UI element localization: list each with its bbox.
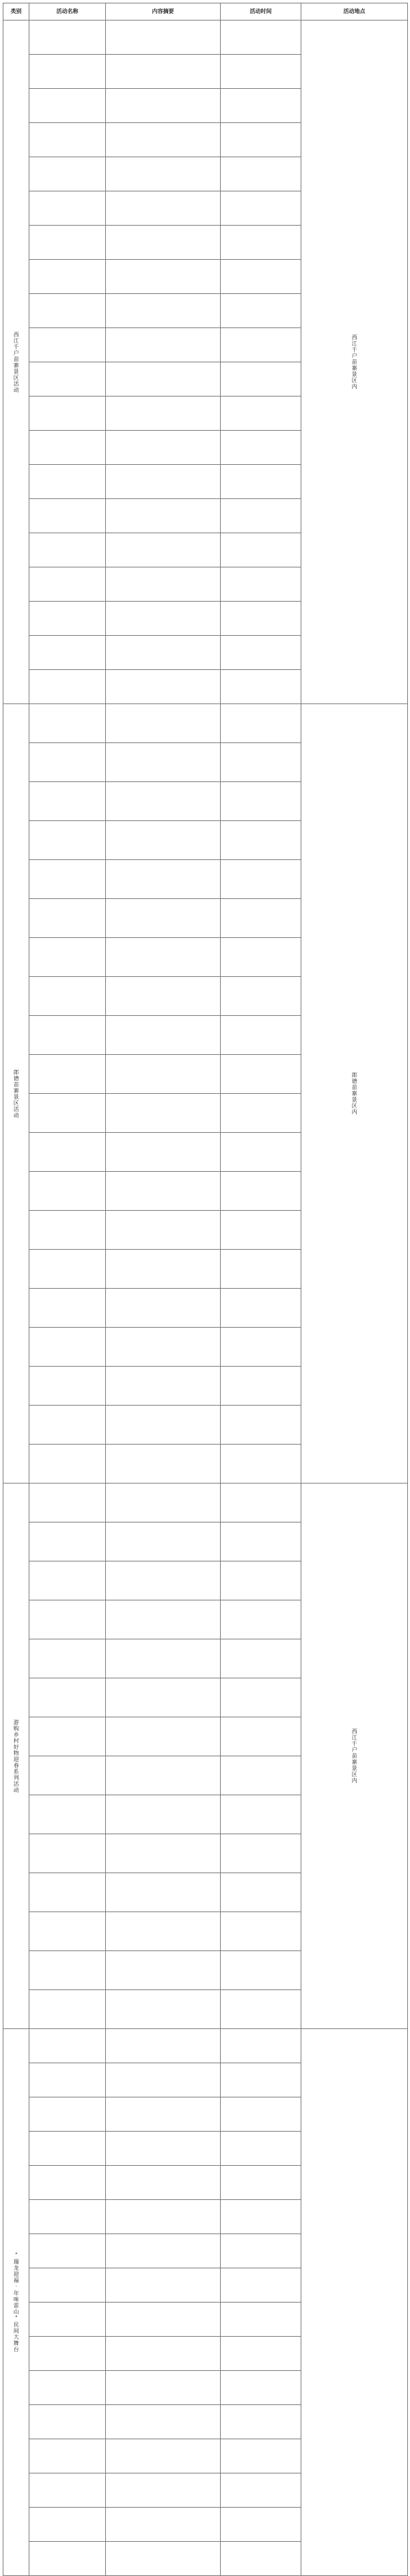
time-cell (221, 860, 301, 899)
time-cell (221, 977, 301, 1016)
summary-cell (106, 1133, 221, 1172)
summary-cell (106, 1756, 221, 1795)
summary-cell (106, 1445, 221, 1484)
name-cell (29, 2542, 106, 2576)
summary-cell (106, 670, 221, 704)
name-cell (29, 294, 106, 328)
time-cell (221, 533, 301, 567)
summary-cell (106, 123, 221, 157)
name-cell (29, 2063, 106, 2097)
time-cell (221, 2371, 301, 2405)
time-cell (221, 2063, 301, 2097)
summary-cell (106, 1951, 221, 1990)
location-cell (301, 2029, 408, 2576)
time-cell (221, 2542, 301, 2576)
name-cell (29, 21, 106, 55)
time-cell (221, 1289, 301, 1328)
summary-cell (106, 2371, 221, 2405)
time-cell (221, 89, 301, 123)
time-cell (221, 1172, 301, 1211)
time-cell (221, 1250, 301, 1289)
summary-cell (106, 1172, 221, 1211)
category-cell (3, 704, 29, 1484)
name-cell (29, 2029, 106, 2063)
name-cell (29, 1678, 106, 1717)
summary-cell (106, 1211, 221, 1250)
name-cell (29, 860, 106, 899)
time-cell (221, 2268, 301, 2303)
name-cell (29, 636, 106, 670)
time-cell (221, 1484, 301, 1522)
name-cell (29, 1600, 106, 1639)
time-cell (221, 1834, 301, 1873)
time-cell (221, 938, 301, 977)
summary-cell (106, 1016, 221, 1055)
summary-cell (106, 2132, 221, 2166)
name-cell (29, 1055, 106, 1094)
header-summary: 内容摘要 (106, 3, 221, 21)
name-cell (29, 2303, 106, 2337)
summary-cell (106, 2234, 221, 2268)
summary-cell (106, 636, 221, 670)
name-cell (29, 431, 106, 465)
name-cell (29, 123, 106, 157)
name-cell (29, 1834, 106, 1873)
time-cell (221, 602, 301, 636)
time-cell (221, 123, 301, 157)
name-cell (29, 2097, 106, 2132)
summary-cell (106, 2405, 221, 2439)
table-row (3, 2029, 408, 2063)
name-cell (29, 2200, 106, 2234)
name-cell (29, 782, 106, 821)
name-cell (29, 899, 106, 938)
name-cell (29, 1133, 106, 1172)
summary-cell (106, 431, 221, 465)
time-cell (221, 1873, 301, 1912)
summary-cell (106, 1834, 221, 1873)
header-location: 活动地点 (301, 3, 408, 21)
summary-cell (106, 938, 221, 977)
summary-cell (106, 2473, 221, 2508)
name-cell (29, 704, 106, 743)
time-cell (221, 2508, 301, 2542)
summary-cell (106, 2097, 221, 2132)
name-cell (29, 1211, 106, 1250)
header-category: 类别 (3, 3, 29, 21)
time-cell (221, 636, 301, 670)
summary-cell (106, 1367, 221, 1406)
category-text: "瑞龙迎福·年味雷山"民间大舞台 (13, 2252, 20, 2352)
events-table (3, 3, 408, 2576)
name-cell (29, 567, 106, 602)
name-cell (29, 1289, 106, 1328)
time-cell (221, 1600, 301, 1639)
time-cell (221, 821, 301, 860)
time-cell (221, 2234, 301, 2268)
time-cell (221, 1522, 301, 1561)
time-cell (221, 499, 301, 533)
summary-cell (106, 1990, 221, 2029)
location-cell (301, 1484, 408, 2029)
name-cell (29, 821, 106, 860)
name-cell (29, 1406, 106, 1445)
summary-cell (106, 260, 221, 294)
time-cell (221, 1990, 301, 2029)
table-body (3, 21, 408, 2576)
summary-cell (106, 1406, 221, 1445)
time-cell (221, 1094, 301, 1133)
time-cell (221, 1639, 301, 1678)
location-text: 西江千户苗寨景区内 (351, 334, 358, 390)
summary-cell (106, 1250, 221, 1289)
name-cell (29, 226, 106, 260)
name-cell (29, 1172, 106, 1211)
time-cell (221, 743, 301, 782)
summary-cell (106, 191, 221, 226)
summary-cell (106, 533, 221, 567)
time-cell (221, 328, 301, 362)
time-cell (221, 1406, 301, 1445)
name-cell (29, 1756, 106, 1795)
summary-cell (106, 602, 221, 636)
summary-cell (106, 782, 221, 821)
summary-cell (106, 2439, 221, 2473)
summary-cell (106, 567, 221, 602)
time-cell (221, 1055, 301, 1094)
name-cell (29, 89, 106, 123)
name-cell (29, 1367, 106, 1406)
name-cell (29, 397, 106, 431)
name-cell (29, 2166, 106, 2200)
time-cell (221, 55, 301, 89)
time-cell (221, 157, 301, 191)
category-cell (3, 21, 29, 704)
name-cell (29, 2508, 106, 2542)
header-time: 活动时间 (221, 3, 301, 21)
name-cell (29, 55, 106, 89)
summary-cell (106, 1289, 221, 1328)
time-cell (221, 782, 301, 821)
time-cell (221, 1912, 301, 1951)
summary-cell (106, 2337, 221, 2371)
summary-cell (106, 2200, 221, 2234)
time-cell (221, 2029, 301, 2063)
time-cell (221, 1717, 301, 1756)
name-cell (29, 1873, 106, 1912)
summary-cell (106, 157, 221, 191)
name-cell (29, 1639, 106, 1678)
time-cell (221, 1756, 301, 1795)
summary-cell (106, 1094, 221, 1133)
table-row (3, 704, 408, 743)
time-cell (221, 362, 301, 397)
summary-cell (106, 328, 221, 362)
summary-cell (106, 743, 221, 782)
name-cell (29, 1094, 106, 1133)
summary-cell (106, 362, 221, 397)
name-cell (29, 2439, 106, 2473)
name-cell (29, 1445, 106, 1484)
name-cell (29, 1990, 106, 2029)
summary-cell (106, 2508, 221, 2542)
summary-cell (106, 1522, 221, 1561)
summary-cell (106, 1600, 221, 1639)
name-cell (29, 2234, 106, 2268)
table-row (3, 1484, 408, 1522)
name-cell (29, 1561, 106, 1600)
name-cell (29, 499, 106, 533)
summary-cell (106, 397, 221, 431)
time-cell (221, 2166, 301, 2200)
time-cell (221, 2200, 301, 2234)
time-cell (221, 1133, 301, 1172)
time-cell (221, 294, 301, 328)
name-cell (29, 1951, 106, 1990)
time-cell (221, 2473, 301, 2508)
time-cell (221, 431, 301, 465)
time-cell (221, 2303, 301, 2337)
location-text: 郎德苗寨景区内 (351, 1072, 358, 1115)
name-cell (29, 328, 106, 362)
summary-cell (106, 1795, 221, 1834)
name-cell (29, 1016, 106, 1055)
category-text: 游购乡村好物迎春系列活动 (13, 1719, 20, 1793)
name-cell (29, 191, 106, 226)
summary-cell (106, 499, 221, 533)
time-cell (221, 1951, 301, 1990)
location-text: 西江千户苗寨景区内 (351, 1728, 358, 1784)
name-cell (29, 1717, 106, 1756)
summary-cell (106, 1873, 221, 1912)
summary-cell (106, 294, 221, 328)
summary-cell (106, 899, 221, 938)
name-cell (29, 602, 106, 636)
time-cell (221, 1445, 301, 1484)
name-cell (29, 362, 106, 397)
summary-cell (106, 2303, 221, 2337)
name-cell (29, 1250, 106, 1289)
time-cell (221, 1367, 301, 1406)
category-text: 西江千户苗寨景区活动 (13, 331, 20, 393)
name-cell (29, 938, 106, 977)
category-text: 郎德苗寨景区活动 (13, 1069, 20, 1118)
time-cell (221, 1328, 301, 1367)
summary-cell (106, 1328, 221, 1367)
category-cell (3, 1484, 29, 2029)
location-cell (301, 21, 408, 704)
name-cell (29, 1484, 106, 1522)
time-cell (221, 899, 301, 938)
summary-cell (106, 1484, 221, 1522)
name-cell (29, 2473, 106, 2508)
time-cell (221, 1795, 301, 1834)
name-cell (29, 2132, 106, 2166)
summary-cell (106, 977, 221, 1016)
time-cell (221, 2405, 301, 2439)
summary-cell (106, 2166, 221, 2200)
name-cell (29, 465, 106, 499)
header-name: 活动名称 (29, 3, 106, 21)
name-cell (29, 977, 106, 1016)
table-row (3, 21, 408, 55)
time-cell (221, 2439, 301, 2473)
summary-cell (106, 465, 221, 499)
summary-cell (106, 1561, 221, 1600)
name-cell (29, 2405, 106, 2439)
summary-cell (106, 1639, 221, 1678)
name-cell (29, 743, 106, 782)
summary-cell (106, 1678, 221, 1717)
time-cell (221, 2337, 301, 2371)
time-cell (221, 1678, 301, 1717)
category-cell (3, 2029, 29, 2576)
summary-cell (106, 704, 221, 743)
summary-cell (106, 226, 221, 260)
location-cell (301, 704, 408, 1484)
time-cell (221, 465, 301, 499)
summary-cell (106, 2063, 221, 2097)
time-cell (221, 191, 301, 226)
name-cell (29, 533, 106, 567)
summary-cell (106, 2542, 221, 2576)
name-cell (29, 670, 106, 704)
time-cell (221, 1211, 301, 1250)
time-cell (221, 670, 301, 704)
name-cell (29, 1912, 106, 1951)
name-cell (29, 157, 106, 191)
time-cell (221, 226, 301, 260)
time-cell (221, 704, 301, 743)
summary-cell (106, 1055, 221, 1094)
time-cell (221, 1561, 301, 1600)
time-cell (221, 1016, 301, 1055)
time-cell (221, 260, 301, 294)
summary-cell (106, 1717, 221, 1756)
name-cell (29, 2337, 106, 2371)
summary-cell (106, 55, 221, 89)
summary-cell (106, 2268, 221, 2303)
summary-cell (106, 821, 221, 860)
summary-cell (106, 89, 221, 123)
summary-cell (106, 2029, 221, 2063)
name-cell (29, 1522, 106, 1561)
summary-cell (106, 21, 221, 55)
summary-cell (106, 860, 221, 899)
summary-cell (106, 1912, 221, 1951)
time-cell (221, 2132, 301, 2166)
name-cell (29, 1328, 106, 1367)
name-cell (29, 2268, 106, 2303)
time-cell (221, 21, 301, 55)
time-cell (221, 2097, 301, 2132)
table-header-row (3, 3, 408, 21)
name-cell (29, 260, 106, 294)
name-cell (29, 2371, 106, 2405)
name-cell (29, 1795, 106, 1834)
time-cell (221, 567, 301, 602)
time-cell (221, 397, 301, 431)
